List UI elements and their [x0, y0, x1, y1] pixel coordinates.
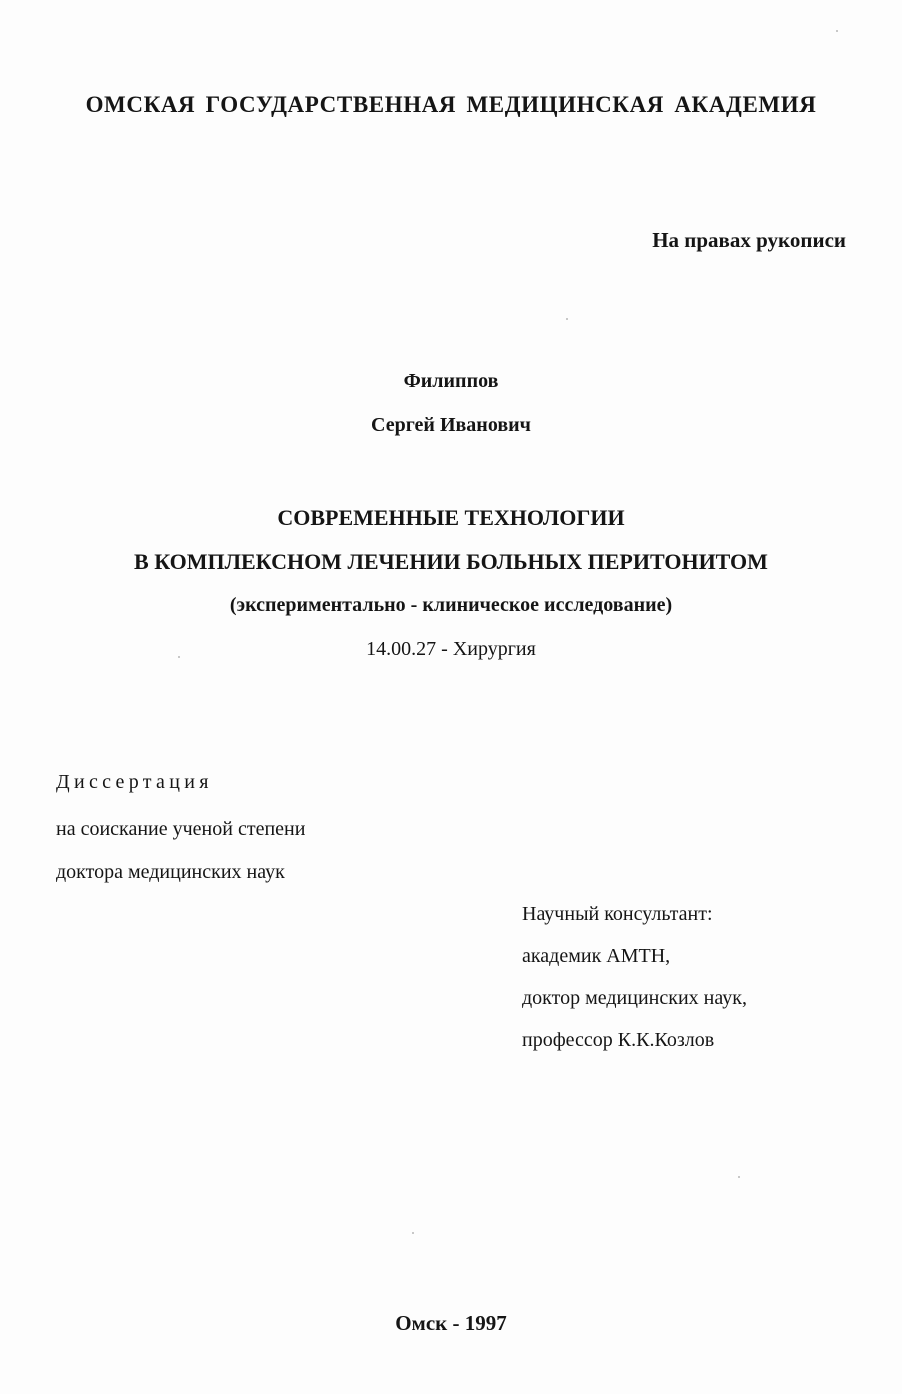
consultant-label: Научный консультант: [522, 903, 713, 925]
author-given-names: Сергей Иванович [371, 414, 531, 436]
degree-type: Диссертация [56, 771, 213, 793]
specialty-code: 14.00.27 - Хирургия [366, 638, 536, 660]
consultant-name: профессор К.К.Козлов [522, 1029, 715, 1051]
dissertation-title-line-2: В КОМПЛЕКСНОМ ЛЕЧЕНИИ БОЛЬНЫХ ПЕРИТОНИТОМ [134, 549, 768, 574]
scan-speck [178, 656, 180, 658]
consultant-degree: доктор медицинских наук, [522, 987, 747, 1009]
institution-name: ОМСКАЯ ГОСУДАРСТВЕННАЯ МЕДИЦИНСКАЯ АКАДЕМИЯ [85, 92, 817, 117]
degree-line-2: доктора медицинских наук [56, 861, 285, 883]
scan-speck [412, 1232, 414, 1234]
author-surname: Филиппов [403, 370, 499, 392]
degree-line-1: на соискание ученой степени [56, 818, 306, 840]
scan-speck [836, 30, 838, 32]
dissertation-title-line-1: СОВРЕМЕННЫЕ ТЕХНОЛОГИИ [277, 505, 625, 530]
scan-speck [566, 318, 568, 320]
dissertation-subtitle: (экспериментально - клиническое исследование) [229, 594, 673, 616]
manuscript-rights-note: На правах рукописи [652, 228, 846, 252]
consultant-title: академик АМТН, [522, 945, 671, 967]
city-and-year: Омск - 1997 [395, 1311, 507, 1335]
scan-speck [738, 1176, 740, 1178]
